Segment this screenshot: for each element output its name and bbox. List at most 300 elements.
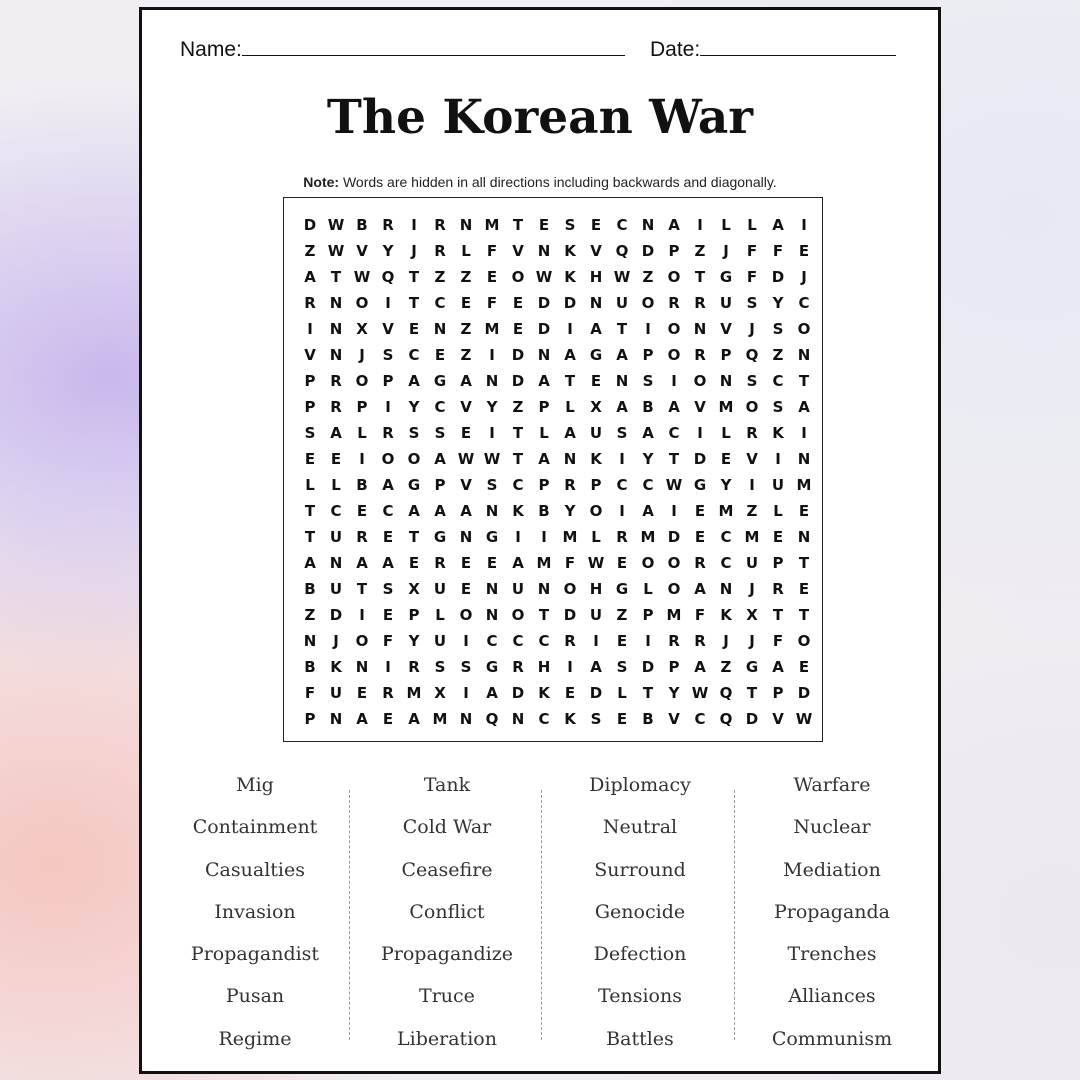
- grid-letter[interactable]: C: [694, 710, 706, 728]
- grid-letter[interactable]: J: [723, 242, 729, 260]
- grid-letter[interactable]: W: [483, 450, 501, 468]
- grid-letter[interactable]: W: [327, 242, 345, 260]
- grid-letter[interactable]: T: [408, 294, 420, 312]
- grid-letter[interactable]: Y: [564, 502, 576, 520]
- grid-letter[interactable]: O: [797, 632, 811, 650]
- grid-letter[interactable]: A: [590, 320, 602, 338]
- grid-letter[interactable]: P: [304, 710, 316, 728]
- grid-letter[interactable]: G: [433, 372, 447, 390]
- grid-letter[interactable]: N: [615, 372, 629, 390]
- grid-letter[interactable]: T: [512, 216, 524, 234]
- grid-letter[interactable]: L: [565, 398, 575, 416]
- grid-letter[interactable]: A: [564, 346, 576, 364]
- grid-letter[interactable]: R: [564, 632, 576, 650]
- grid-letter[interactable]: C: [512, 632, 524, 650]
- grid-letter[interactable]: T: [356, 580, 368, 598]
- grid-letter[interactable]: F: [564, 554, 576, 572]
- grid-letter[interactable]: B: [356, 476, 368, 494]
- grid-letter[interactable]: K: [590, 450, 602, 468]
- grid-letter[interactable]: A: [434, 450, 446, 468]
- grid-letter[interactable]: A: [642, 424, 654, 442]
- grid-letter[interactable]: Z: [616, 606, 628, 624]
- grid-letter[interactable]: D: [563, 606, 577, 624]
- grid-letter[interactable]: A: [772, 216, 784, 234]
- grid-letter[interactable]: A: [304, 268, 316, 286]
- grid-letter[interactable]: L: [461, 242, 471, 260]
- grid-letter[interactable]: N: [433, 320, 447, 338]
- grid-letter[interactable]: D: [693, 450, 707, 468]
- grid-letter[interactable]: I: [567, 320, 573, 338]
- grid-letter[interactable]: E: [590, 372, 602, 390]
- grid-letter[interactable]: N: [329, 346, 343, 364]
- grid-letter[interactable]: N: [303, 632, 317, 650]
- grid-letter[interactable]: D: [667, 528, 681, 546]
- grid-letter[interactable]: E: [330, 450, 342, 468]
- grid-letter[interactable]: A: [486, 684, 498, 702]
- grid-letter[interactable]: F: [694, 606, 706, 624]
- grid-letter[interactable]: A: [330, 424, 342, 442]
- grid-letter[interactable]: I: [775, 450, 781, 468]
- grid-letter[interactable]: S: [408, 424, 420, 442]
- grid-letter[interactable]: X: [434, 684, 446, 702]
- grid-letter[interactable]: O: [511, 606, 525, 624]
- grid-letter[interactable]: Q: [615, 242, 629, 260]
- grid-letter[interactable]: D: [511, 372, 525, 390]
- grid-letter[interactable]: D: [641, 242, 655, 260]
- grid-letter[interactable]: I: [411, 216, 417, 234]
- grid-letter[interactable]: P: [356, 398, 368, 416]
- grid-letter[interactable]: T: [330, 268, 342, 286]
- grid-letter[interactable]: E: [486, 554, 498, 572]
- grid-letter[interactable]: L: [721, 424, 731, 442]
- grid-letter[interactable]: O: [589, 502, 603, 520]
- grid-letter[interactable]: E: [486, 268, 498, 286]
- grid-letter[interactable]: D: [537, 294, 551, 312]
- grid-letter[interactable]: O: [797, 320, 811, 338]
- grid-letter[interactable]: M: [536, 554, 552, 572]
- grid-letter[interactable]: O: [355, 372, 369, 390]
- grid-letter[interactable]: E: [356, 502, 368, 520]
- grid-letter[interactable]: J: [749, 580, 755, 598]
- grid-letter[interactable]: R: [668, 294, 680, 312]
- grid-letter[interactable]: A: [616, 346, 628, 364]
- grid-letter[interactable]: I: [671, 372, 677, 390]
- grid-letter[interactable]: R: [772, 580, 784, 598]
- grid-letter[interactable]: V: [512, 242, 524, 260]
- grid-letter[interactable]: O: [641, 294, 655, 312]
- grid-letter[interactable]: U: [771, 476, 785, 494]
- grid-letter[interactable]: V: [356, 242, 368, 260]
- grid-letter[interactable]: I: [489, 424, 495, 442]
- grid-letter[interactable]: U: [433, 632, 447, 650]
- grid-letter[interactable]: T: [798, 606, 810, 624]
- grid-letter[interactable]: O: [745, 398, 759, 416]
- grid-letter[interactable]: N: [797, 450, 811, 468]
- grid-letter[interactable]: P: [538, 398, 550, 416]
- grid-letter[interactable]: Z: [460, 268, 472, 286]
- grid-letter[interactable]: Z: [460, 346, 472, 364]
- grid-letter[interactable]: A: [356, 554, 368, 572]
- grid-letter[interactable]: G: [485, 658, 499, 676]
- grid-letter[interactable]: J: [411, 242, 417, 260]
- grid-letter[interactable]: F: [746, 268, 758, 286]
- grid-letter[interactable]: O: [407, 450, 421, 468]
- grid-letter[interactable]: B: [356, 216, 368, 234]
- grid-letter[interactable]: J: [749, 320, 755, 338]
- grid-letter[interactable]: L: [357, 424, 367, 442]
- grid-letter[interactable]: M: [666, 606, 682, 624]
- grid-letter[interactable]: G: [615, 580, 629, 598]
- grid-letter[interactable]: R: [694, 346, 706, 364]
- grid-letter[interactable]: O: [563, 580, 577, 598]
- grid-letter[interactable]: N: [329, 710, 343, 728]
- grid-letter[interactable]: R: [434, 554, 446, 572]
- grid-letter[interactable]: M: [640, 528, 656, 546]
- grid-letter[interactable]: L: [721, 216, 731, 234]
- grid-letter[interactable]: J: [749, 632, 755, 650]
- grid-letter[interactable]: Y: [720, 476, 732, 494]
- grid-letter[interactable]: J: [359, 346, 365, 364]
- grid-letter[interactable]: W: [665, 476, 683, 494]
- grid-letter[interactable]: N: [355, 658, 369, 676]
- grid-letter[interactable]: S: [616, 658, 628, 676]
- grid-letter[interactable]: C: [538, 710, 550, 728]
- grid-letter[interactable]: S: [382, 580, 394, 598]
- grid-letter[interactable]: R: [408, 658, 420, 676]
- grid-letter[interactable]: R: [694, 554, 706, 572]
- grid-letter[interactable]: L: [435, 606, 445, 624]
- grid-letter[interactable]: H: [589, 580, 603, 598]
- grid-letter[interactable]: E: [512, 320, 524, 338]
- grid-letter[interactable]: J: [333, 632, 339, 650]
- grid-letter[interactable]: K: [330, 658, 342, 676]
- grid-letter[interactable]: G: [485, 528, 499, 546]
- grid-letter[interactable]: D: [303, 216, 317, 234]
- grid-letter[interactable]: W: [535, 268, 553, 286]
- grid-letter[interactable]: U: [329, 528, 343, 546]
- grid-letter[interactable]: I: [619, 450, 625, 468]
- grid-letter[interactable]: W: [587, 554, 605, 572]
- grid-letter[interactable]: C: [434, 294, 446, 312]
- grid-letter[interactable]: I: [593, 632, 599, 650]
- grid-letter[interactable]: B: [642, 710, 654, 728]
- grid-letter[interactable]: E: [616, 710, 628, 728]
- grid-letter[interactable]: N: [485, 372, 499, 390]
- grid-letter[interactable]: P: [304, 398, 316, 416]
- grid-letter[interactable]: E: [772, 528, 784, 546]
- grid-letter[interactable]: U: [719, 294, 733, 312]
- grid-letter[interactable]: P: [772, 554, 784, 572]
- grid-letter[interactable]: P: [720, 346, 732, 364]
- grid-letter[interactable]: N: [563, 450, 577, 468]
- grid-letter[interactable]: N: [719, 580, 733, 598]
- grid-letter[interactable]: Y: [668, 684, 680, 702]
- grid-letter[interactable]: E: [382, 528, 394, 546]
- grid-letter[interactable]: Y: [642, 450, 654, 468]
- grid-letter[interactable]: A: [772, 658, 784, 676]
- grid-letter[interactable]: E: [460, 580, 472, 598]
- grid-letter[interactable]: E: [590, 216, 602, 234]
- grid-letter[interactable]: M: [562, 528, 578, 546]
- grid-letter[interactable]: C: [486, 632, 498, 650]
- grid-letter[interactable]: V: [460, 476, 472, 494]
- grid-letter[interactable]: N: [719, 372, 733, 390]
- grid-letter[interactable]: R: [382, 424, 394, 442]
- grid-letter[interactable]: X: [590, 398, 602, 416]
- grid-letter[interactable]: O: [667, 346, 681, 364]
- grid-letter[interactable]: A: [642, 502, 654, 520]
- grid-letter[interactable]: F: [486, 242, 498, 260]
- grid-letter[interactable]: E: [304, 450, 316, 468]
- grid-letter[interactable]: R: [668, 632, 680, 650]
- grid-letter[interactable]: A: [460, 502, 472, 520]
- grid-letter[interactable]: M: [406, 684, 422, 702]
- grid-letter[interactable]: K: [564, 710, 576, 728]
- grid-letter[interactable]: I: [801, 424, 807, 442]
- grid-letter[interactable]: S: [304, 424, 316, 442]
- grid-letter[interactable]: W: [691, 684, 709, 702]
- grid-letter[interactable]: E: [798, 580, 810, 598]
- grid-letter[interactable]: D: [797, 684, 811, 702]
- grid-letter[interactable]: S: [772, 398, 784, 416]
- grid-letter[interactable]: L: [331, 476, 341, 494]
- grid-letter[interactable]: O: [355, 294, 369, 312]
- grid-letter[interactable]: C: [668, 424, 680, 442]
- grid-letter[interactable]: S: [382, 346, 394, 364]
- grid-letter[interactable]: A: [668, 216, 680, 234]
- grid-letter[interactable]: Z: [512, 398, 524, 416]
- grid-letter[interactable]: T: [746, 684, 758, 702]
- grid-letter[interactable]: V: [694, 398, 706, 416]
- grid-letter[interactable]: E: [434, 346, 446, 364]
- grid-letter[interactable]: F: [486, 294, 498, 312]
- grid-letter[interactable]: I: [307, 320, 313, 338]
- grid-letter[interactable]: N: [589, 294, 603, 312]
- grid-letter[interactable]: Z: [304, 606, 316, 624]
- grid-letter[interactable]: A: [694, 580, 706, 598]
- grid-letter[interactable]: R: [434, 216, 446, 234]
- grid-letter[interactable]: N: [459, 710, 473, 728]
- grid-letter[interactable]: M: [718, 398, 734, 416]
- grid-letter[interactable]: I: [645, 632, 651, 650]
- grid-letter[interactable]: I: [385, 658, 391, 676]
- grid-letter[interactable]: E: [382, 710, 394, 728]
- grid-letter[interactable]: I: [463, 684, 469, 702]
- grid-letter[interactable]: Q: [719, 684, 733, 702]
- grid-letter[interactable]: A: [434, 502, 446, 520]
- grid-letter[interactable]: I: [645, 320, 651, 338]
- grid-letter[interactable]: X: [356, 320, 368, 338]
- grid-letter[interactable]: O: [667, 268, 681, 286]
- grid-letter[interactable]: Y: [408, 398, 420, 416]
- grid-letter[interactable]: U: [615, 294, 629, 312]
- grid-letter[interactable]: M: [744, 528, 760, 546]
- grid-letter[interactable]: T: [304, 502, 316, 520]
- grid-letter[interactable]: G: [693, 476, 707, 494]
- grid-letter[interactable]: I: [671, 502, 677, 520]
- grid-letter[interactable]: P: [408, 606, 420, 624]
- grid-letter[interactable]: A: [304, 554, 316, 572]
- grid-letter[interactable]: R: [746, 424, 758, 442]
- grid-letter[interactable]: A: [798, 398, 810, 416]
- grid-letter[interactable]: T: [772, 606, 784, 624]
- grid-letter[interactable]: S: [772, 320, 784, 338]
- grid-letter[interactable]: A: [668, 398, 680, 416]
- grid-letter[interactable]: O: [355, 632, 369, 650]
- grid-letter[interactable]: C: [720, 554, 732, 572]
- grid-letter[interactable]: R: [382, 216, 394, 234]
- grid-letter[interactable]: Z: [720, 658, 732, 676]
- grid-letter[interactable]: S: [460, 658, 472, 676]
- grid-letter[interactable]: N: [537, 580, 551, 598]
- grid-letter[interactable]: E: [616, 554, 628, 572]
- grid-letter[interactable]: E: [798, 502, 810, 520]
- grid-letter[interactable]: O: [667, 554, 681, 572]
- grid-letter[interactable]: G: [433, 528, 447, 546]
- grid-letter[interactable]: O: [667, 580, 681, 598]
- grid-letter[interactable]: T: [642, 684, 654, 702]
- grid-letter[interactable]: N: [329, 554, 343, 572]
- grid-letter[interactable]: C: [408, 346, 420, 364]
- grid-letter[interactable]: N: [511, 710, 525, 728]
- grid-letter[interactable]: K: [512, 502, 524, 520]
- grid-letter[interactable]: X: [746, 606, 758, 624]
- grid-letter[interactable]: L: [305, 476, 315, 494]
- grid-letter[interactable]: E: [512, 294, 524, 312]
- grid-letter[interactable]: A: [382, 554, 394, 572]
- grid-letter[interactable]: T: [512, 424, 524, 442]
- grid-letter[interactable]: U: [511, 580, 525, 598]
- grid-letter[interactable]: C: [330, 502, 342, 520]
- grid-letter[interactable]: H: [589, 268, 603, 286]
- grid-letter[interactable]: S: [746, 372, 758, 390]
- grid-letter[interactable]: S: [590, 710, 602, 728]
- grid-letter[interactable]: D: [745, 710, 759, 728]
- grid-letter[interactable]: P: [642, 346, 654, 364]
- grid-letter[interactable]: S: [434, 424, 446, 442]
- grid-letter[interactable]: D: [771, 268, 785, 286]
- grid-letter[interactable]: I: [463, 632, 469, 650]
- grid-letter[interactable]: I: [619, 502, 625, 520]
- grid-letter[interactable]: G: [745, 658, 759, 676]
- grid-letter[interactable]: C: [642, 476, 654, 494]
- grid-letter[interactable]: C: [382, 502, 394, 520]
- grid-letter[interactable]: A: [382, 476, 394, 494]
- grid-letter[interactable]: R: [694, 632, 706, 650]
- grid-letter[interactable]: L: [643, 580, 653, 598]
- grid-letter[interactable]: C: [720, 528, 732, 546]
- grid-letter[interactable]: M: [484, 320, 500, 338]
- grid-letter[interactable]: A: [512, 554, 524, 572]
- grid-letter[interactable]: B: [642, 398, 654, 416]
- grid-letter[interactable]: L: [591, 528, 601, 546]
- grid-letter[interactable]: Z: [746, 502, 758, 520]
- grid-letter[interactable]: N: [329, 320, 343, 338]
- grid-letter[interactable]: T: [798, 554, 810, 572]
- grid-letter[interactable]: S: [434, 658, 446, 676]
- grid-letter[interactable]: D: [641, 658, 655, 676]
- grid-letter[interactable]: U: [329, 684, 343, 702]
- grid-letter[interactable]: I: [541, 528, 547, 546]
- grid-letter[interactable]: L: [617, 684, 627, 702]
- grid-letter[interactable]: Q: [745, 346, 759, 364]
- grid-letter[interactable]: I: [567, 658, 573, 676]
- grid-letter[interactable]: U: [745, 554, 759, 572]
- grid-letter[interactable]: P: [434, 476, 446, 494]
- grid-letter[interactable]: E: [460, 424, 472, 442]
- grid-letter[interactable]: O: [511, 268, 525, 286]
- grid-letter[interactable]: N: [797, 346, 811, 364]
- grid-letter[interactable]: N: [459, 216, 473, 234]
- grid-letter[interactable]: D: [511, 346, 525, 364]
- grid-letter[interactable]: D: [329, 606, 343, 624]
- grid-letter[interactable]: K: [538, 684, 550, 702]
- grid-letter[interactable]: V: [460, 398, 472, 416]
- grid-letter[interactable]: A: [616, 398, 628, 416]
- grid-letter[interactable]: V: [668, 710, 680, 728]
- grid-letter[interactable]: S: [486, 476, 498, 494]
- grid-letter[interactable]: Z: [434, 268, 446, 286]
- grid-letter[interactable]: O: [667, 320, 681, 338]
- grid-letter[interactable]: C: [434, 398, 446, 416]
- grid-letter[interactable]: F: [772, 242, 784, 260]
- grid-letter[interactable]: O: [693, 372, 707, 390]
- grid-letter[interactable]: R: [616, 528, 628, 546]
- grid-letter[interactable]: G: [407, 476, 421, 494]
- grid-letter[interactable]: O: [641, 554, 655, 572]
- name-line[interactable]: [242, 37, 625, 56]
- grid-letter[interactable]: L: [747, 216, 757, 234]
- grid-letter[interactable]: D: [511, 684, 525, 702]
- grid-letter[interactable]: I: [489, 346, 495, 364]
- grid-letter[interactable]: Z: [694, 242, 706, 260]
- grid-letter[interactable]: K: [772, 424, 784, 442]
- grid-letter[interactable]: U: [329, 580, 343, 598]
- grid-letter[interactable]: X: [408, 580, 420, 598]
- grid-letter[interactable]: A: [408, 502, 420, 520]
- grid-letter[interactable]: Z: [304, 242, 316, 260]
- grid-letter[interactable]: E: [408, 554, 420, 572]
- grid-letter[interactable]: Q: [719, 710, 733, 728]
- grid-letter[interactable]: I: [359, 606, 365, 624]
- grid-letter[interactable]: T: [798, 372, 810, 390]
- grid-letter[interactable]: E: [694, 528, 706, 546]
- grid-letter[interactable]: V: [304, 346, 316, 364]
- grid-letter[interactable]: I: [515, 528, 521, 546]
- grid-letter[interactable]: C: [772, 372, 784, 390]
- grid-letter[interactable]: U: [433, 580, 447, 598]
- grid-letter[interactable]: E: [798, 242, 810, 260]
- grid-letter[interactable]: R: [304, 294, 316, 312]
- grid-letter[interactable]: M: [484, 216, 500, 234]
- grid-letter[interactable]: I: [801, 216, 807, 234]
- grid-letter[interactable]: P: [668, 658, 680, 676]
- grid-letter[interactable]: I: [697, 216, 703, 234]
- grid-letter[interactable]: M: [796, 476, 812, 494]
- grid-letter[interactable]: I: [385, 294, 391, 312]
- grid-letter[interactable]: B: [304, 580, 316, 598]
- grid-letter[interactable]: B: [538, 502, 550, 520]
- grid-letter[interactable]: S: [616, 424, 628, 442]
- grid-letter[interactable]: O: [381, 450, 395, 468]
- grid-letter[interactable]: W: [613, 268, 631, 286]
- grid-letter[interactable]: A: [538, 450, 550, 468]
- grid-letter[interactable]: J: [723, 632, 729, 650]
- grid-letter[interactable]: R: [330, 372, 342, 390]
- grid-letter[interactable]: E: [538, 216, 550, 234]
- grid-letter[interactable]: E: [382, 606, 394, 624]
- grid-letter[interactable]: T: [408, 268, 420, 286]
